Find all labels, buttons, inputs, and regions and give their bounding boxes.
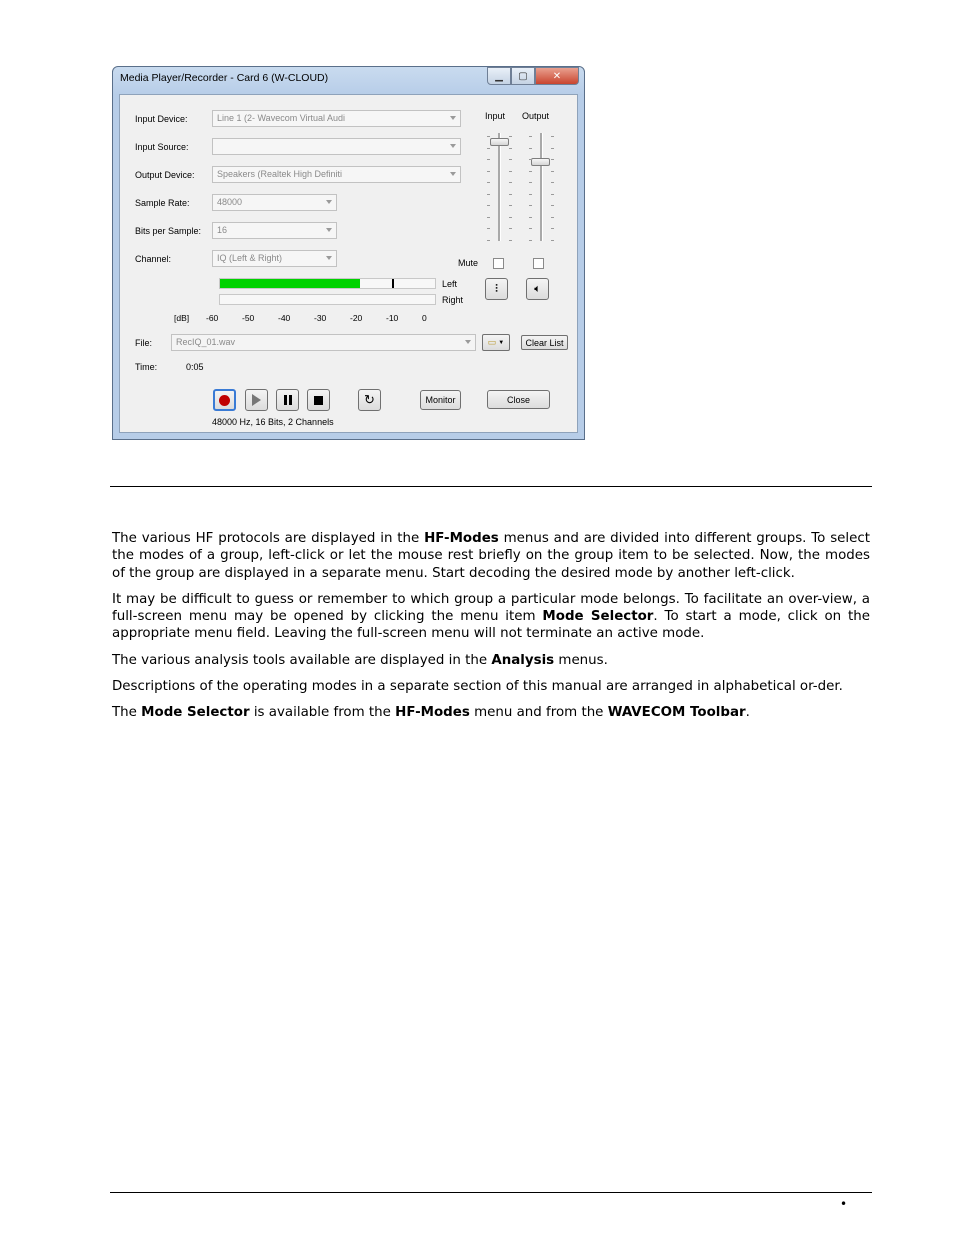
bold-term: HF-Modes [395, 705, 470, 721]
text-run: The various analysis tools available are displayed in the [112, 652, 492, 668]
slider-tick [529, 217, 532, 218]
db-tick-label: -50 [242, 313, 255, 323]
slider-tick [509, 136, 512, 137]
slider-tick [487, 217, 490, 218]
input-properties-button[interactable] [485, 278, 508, 300]
db-unit-label: [dB] [174, 313, 190, 323]
chevron-down-icon [465, 340, 471, 344]
paragraph-hf-modes [112, 530, 870, 582]
output-device-label: Output Device: [135, 170, 195, 180]
file-label: File: [135, 338, 153, 348]
slider-tick [551, 182, 554, 183]
footer-divider [110, 1192, 872, 1193]
dialog-client-area [119, 94, 578, 433]
slider-tick [487, 240, 490, 241]
output-device-value: Speakers (Realtek High Definiti [217, 169, 343, 179]
mixer-icon: ⫶ [495, 282, 498, 295]
close-button[interactable]: Close [487, 390, 550, 409]
text-run: It may be difficult to guess or remember to which group a particular mode belongs. To facilitate an over-view, a full-screen menu may be opened by clicking the menu item [112, 591, 870, 625]
slider-tick [529, 228, 532, 229]
slider-tick [509, 217, 512, 218]
slider-tick [487, 194, 490, 195]
slider-tick [509, 240, 512, 241]
text-run: is available from the [249, 705, 396, 721]
input-source-select[interactable] [212, 138, 461, 155]
input-device-label: Input Device: [135, 114, 188, 124]
input-source-label: Input Source: [135, 142, 189, 152]
slider-tick [509, 205, 512, 206]
slider-tick [551, 136, 554, 137]
slider-tick [529, 148, 532, 149]
sample-rate-label: Sample Rate: [135, 198, 190, 208]
channel-value: IQ (Left & Right) [217, 253, 283, 263]
slider-tick [509, 182, 512, 183]
right-channel-label: Right [442, 295, 464, 305]
slider-tick [551, 228, 554, 229]
window-controls [487, 67, 579, 85]
left-level-fill [220, 279, 360, 288]
chevron-down-icon [450, 144, 456, 148]
browse-folder-button[interactable] [482, 334, 510, 351]
input-slider-thumb[interactable] [490, 138, 509, 146]
sample-rate-value: 48000 [217, 197, 243, 207]
stop-icon [314, 396, 323, 405]
file-value: RecIQ_01.wav [176, 337, 236, 347]
slider-tick [551, 159, 554, 160]
slider-tick [509, 171, 512, 172]
left-channel-label: Left [442, 279, 458, 289]
slider-tick [487, 136, 490, 137]
chevron-down-icon [450, 172, 456, 176]
chevron-down-icon [450, 116, 456, 120]
right-level-meter [219, 294, 436, 305]
paragraph-mode-selector [112, 591, 870, 643]
text-run: . To start a mode, click on the appropriate menu field. Leaving the full-screen menu will not terminate an active mode. [112, 609, 870, 642]
slider-tick [487, 205, 490, 206]
db-tick-label: -40 [278, 313, 291, 323]
slider-tick [529, 159, 532, 160]
db-tick-label: -10 [386, 313, 399, 323]
output-slider-track [540, 133, 543, 241]
chevron-down-icon [326, 228, 332, 232]
text-run: menu and from the [469, 705, 608, 721]
maximize-button[interactable] [511, 67, 535, 85]
slider-tick [529, 136, 532, 137]
left-peak-marker [392, 279, 394, 288]
minimize-button[interactable] [487, 67, 511, 85]
input-device-select[interactable] [212, 110, 461, 127]
text-run: Descriptions of the operating modes in a separate section of this manual are arranged in alphabetical or-der. [112, 679, 843, 695]
output-properties-button[interactable] [526, 278, 549, 300]
chevron-down-icon [326, 200, 332, 204]
slider-tick [551, 171, 554, 172]
footer-bullet: • [840, 1197, 848, 1211]
clear-list-button[interactable]: Clear List [521, 335, 568, 350]
monitor-button[interactable]: Monitor [420, 390, 461, 410]
bold-term: Mode Selector [542, 609, 654, 625]
loop-button[interactable] [358, 389, 381, 411]
bits-per-sample-select[interactable] [212, 222, 337, 239]
maximize-icon: ▢ [518, 70, 528, 82]
input-device-value: Line 1 (2- Wavecom Virtual Audi [217, 113, 346, 123]
bold-term: HF-Modes [424, 531, 499, 546]
slider-tick [551, 205, 554, 206]
chevron-down-icon [326, 256, 332, 260]
channel-label: Channel: [135, 254, 172, 264]
record-button[interactable] [213, 389, 236, 411]
close-window-button[interactable] [535, 67, 579, 85]
bits-per-sample-value: 16 [217, 225, 228, 235]
file-select[interactable] [171, 334, 476, 351]
slider-tick [487, 148, 490, 149]
slider-tick [529, 194, 532, 195]
paragraph-descriptions [112, 678, 870, 695]
slider-tick [529, 205, 532, 206]
section-divider [110, 486, 872, 487]
pause-button[interactable] [276, 389, 299, 411]
speaker-icon: 🔈︎ [534, 282, 541, 295]
output-slider-label: Output [522, 111, 550, 121]
time-value: 0:05 [186, 362, 204, 372]
chevron-down-icon: ▼ [498, 339, 505, 346]
minimize-icon: ▁ [495, 70, 503, 82]
slider-tick [509, 228, 512, 229]
left-level-meter [219, 278, 436, 289]
close-icon: ✕ [552, 70, 562, 82]
text-run: menus. [554, 652, 608, 668]
time-label: Time: [135, 362, 158, 372]
record-icon [219, 395, 230, 406]
window-title: Media Player/Recorder - Card 6 (W-CLOUD) [120, 72, 329, 84]
text-run: menus and are divided into different groups. To select the modes of a group, left-click or let the mouse rest briefly on the group item to be selected. Now, the modes of the group are displayed in a separate menu. Start decoding the desired mode by another left-click. [112, 531, 870, 581]
stop-button[interactable] [307, 389, 330, 411]
slider-tick [529, 240, 532, 241]
slider-tick [487, 182, 490, 183]
text-run: The [112, 705, 142, 721]
slider-tick [487, 171, 490, 172]
mute-input-checkbox[interactable] [493, 258, 504, 269]
channel-select[interactable] [212, 250, 337, 267]
document-body [112, 530, 870, 731]
play-button[interactable] [245, 389, 268, 411]
refresh-icon: ↻ [364, 392, 375, 407]
output-slider-thumb[interactable] [531, 158, 550, 166]
paragraph-analysis [112, 652, 870, 669]
slider-tick [487, 159, 490, 160]
mute-output-checkbox[interactable] [533, 258, 544, 269]
slider-tick [509, 148, 512, 149]
bold-term: Analysis [491, 652, 555, 668]
text-run: . [745, 705, 750, 721]
slider-tick [509, 194, 512, 195]
bold-term: WAVECOM Toolbar [607, 705, 746, 721]
slider-tick [551, 217, 554, 218]
sample-rate-select[interactable] [212, 194, 337, 211]
mute-label: Mute [458, 258, 479, 268]
output-device-select[interactable] [212, 166, 461, 183]
input-slider-track [498, 133, 501, 241]
slider-tick [551, 240, 554, 241]
bits-per-sample-label: Bits per Sample: [135, 226, 202, 236]
text-run: The various HF protocols are displayed in the [112, 531, 425, 546]
paragraph-availability [112, 704, 870, 721]
slider-tick [529, 171, 532, 172]
slider-tick [487, 228, 490, 229]
media-player-window [112, 66, 585, 440]
slider-tick [551, 194, 554, 195]
db-tick-label: -20 [350, 313, 363, 323]
play-icon [252, 394, 261, 406]
slider-tick [529, 182, 532, 183]
db-tick-label: -30 [314, 313, 327, 323]
folder-icon: ▭ [487, 337, 497, 347]
input-slider-label: Input [485, 111, 506, 121]
slider-tick [551, 148, 554, 149]
db-tick-label: 0 [422, 313, 427, 323]
format-info: 48000 Hz, 16 Bits, 2 Channels [212, 417, 334, 427]
slider-tick [509, 159, 512, 160]
db-tick-label: -60 [206, 313, 219, 323]
pause-icon [284, 395, 292, 405]
bold-term: Mode Selector [141, 705, 250, 721]
